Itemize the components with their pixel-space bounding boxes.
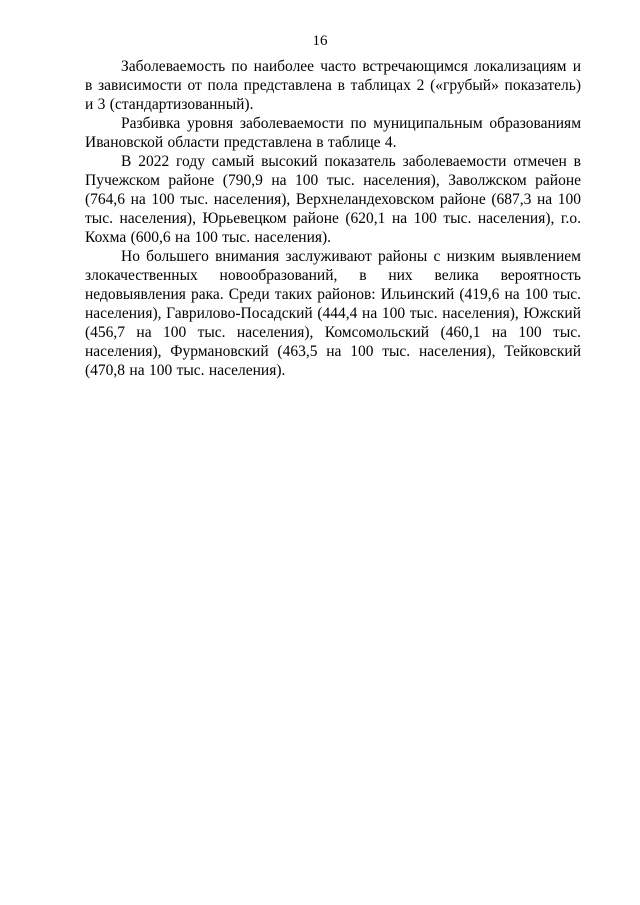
paragraph-highest-rates: В 2022 году самый высокий показатель заболеваемости отмечен в Пучежском районе (790,9 на 100 тыс. населения), Заволжском районе (764,6 на 100 тыс. населения), Верхнеландеховском районе (687,3 на 100 тыс. населения), Юрьевецком районе (620,1 на 100 тыс. населения), г.о. Кохма (600,6 на 100 тыс. населения). (85, 153, 581, 246)
paragraph-breakdown: Разбивка уровня заболеваемости по муниципальным образованиям Ивановской области представлена в таблице 4. (85, 115, 581, 151)
paragraph-lowest-rates: Но большего внимания заслуживают районы с низким выявлением злокачественных новообразований, в них велика вероятность недовыявления рака. Среди таких районов: Ильинский (419,6 на 100 тыс. населения), Гаврилово-Посадский (444,4 на 100 тыс. населения), Южский (456,7 на 100 тыс. населения), Комсомольский (460,1 на 100 тыс. населения), Фурмановский (463,5 на 100 тыс. населения), Тейковский (470,8 на 100 тыс. населения). (85, 248, 581, 379)
text-block (85, 57, 581, 380)
paragraph-localizations: Заболеваемость по наиболее часто встречающимся локализациям и в зависимости от пола представлена в таблицах 2 («грубый» показатель) и 3 (стандартизованный). (85, 58, 581, 113)
page-number: 16 (312, 33, 328, 49)
